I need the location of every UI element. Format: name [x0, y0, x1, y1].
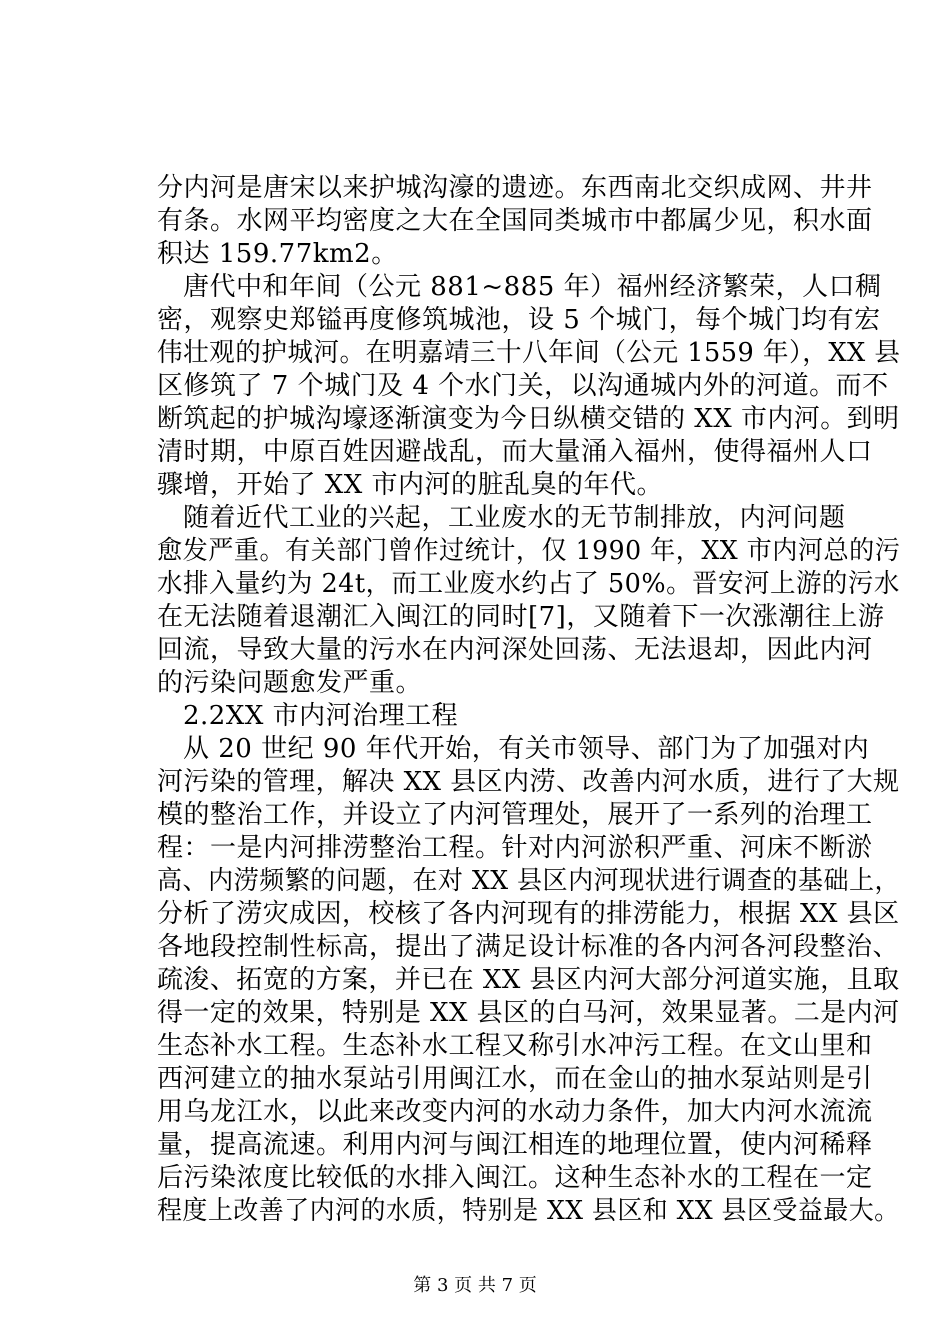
paragraph-4-line-2: 河污染的管理，解决 XX 县区内涝、改善内河水质，进行了大规 — [157, 767, 900, 797]
paragraph-3-line-3: 水排入量约为 24t，而工业废水约占了 50%。晋安河上游的污水 — [157, 569, 900, 599]
paragraph-2-line-6: 清时期，中原百姓因避战乱，而大量涌入福州，使得福州人口 — [157, 437, 873, 467]
paragraph-2-line-4: 区修筑了 7 个城门及 4 个水门关，以沟通城内外的河道。而不 — [157, 371, 889, 401]
page-number-footer: 第 3 页 共 7 页 — [413, 1275, 537, 1296]
paragraph-4-line-5: 高、内涝频繁的问题，在对 XX 县区内河现状进行调查的基础上， — [157, 866, 901, 896]
paragraph-4-line-12: 用乌龙江水，以此来改变内河的水动力条件，加大内河水流流 — [157, 1097, 873, 1127]
paragraph-3-line-2: 愈发严重。有关部门曾作过统计，仅 1990 年，XX 市内河总的污 — [157, 536, 901, 566]
paragraph-3-line-1: 随着近代工业的兴起，工业废水的无节制排放，内河问题 — [183, 503, 846, 533]
paragraph-4-line-6: 分析了涝灾成因，校核了各内河现有的排涝能力，根据 XX 县区 — [157, 899, 900, 929]
paragraph-4-line-9: 得一定的效果，特别是 XX 县区的白马河，效果显著。二是内河 — [157, 998, 900, 1028]
paragraph-4-line-1: 从 20 世纪 90 年代开始，有关市领导、部门为了加强对内 — [183, 734, 870, 764]
paragraph-4-line-13: 量，提高流速。利用内河与闽江相连的地理位置，使内河稀释 — [157, 1130, 873, 1160]
paragraph-2-line-5: 断筑起的护城沟壕逐渐演变为今日纵横交错的 XX 市内河。到明 — [157, 404, 900, 434]
paragraph-1-line-1: 分内河是唐宋以来护城沟濠的遗迹。东西南北交织成网、井井 — [157, 173, 873, 203]
section-heading: 2.2XX 市内河治理工程 — [183, 701, 459, 731]
paragraph-1-line-3: 积达 159.77km2。 — [157, 239, 398, 269]
paragraph-4-line-8: 疏浚、拓宽的方案，并已在 XX 县区内河大部分河道实施，且取 — [157, 965, 900, 995]
paragraph-3-line-4: 在无法随着退潮汇入闽江的同时[7]，又随着下一次涨潮往上游 — [157, 602, 885, 632]
paragraph-4-line-15: 程度上改善了内河的水质，特别是 XX 县区和 XX 县区受益最大。 — [157, 1196, 900, 1226]
paragraph-4-line-7: 各地段控制性标高，提出了满足设计标准的各内河各河段整治、 — [157, 932, 900, 962]
paragraph-4-line-11: 西河建立的抽水泵站引用闽江水，而在金山的抽水泵站则是引 — [157, 1064, 873, 1094]
paragraph-2-line-1: 唐代中和年间（公元 881~885 年）福州经济繁荣，人口稠 — [183, 272, 882, 302]
paragraph-2-line-7: 骤增，开始了 XX 市内河的脏乱臭的年代。 — [157, 470, 664, 500]
paragraph-4-line-14: 后污染浓度比较低的水排入闽江。这种生态补水的工程在一定 — [157, 1163, 873, 1193]
paragraph-4-line-10: 生态补水工程。生态补水工程又称引水冲污工程。在文山里和 — [157, 1031, 873, 1061]
paragraph-1-line-2: 有条。水网平均密度之大在全国同类城市中都属少见，积水面 — [157, 206, 873, 236]
paragraph-3-line-5: 回流，导致大量的污水在内河深处回荡、无法退却，因此内河 — [157, 635, 873, 665]
paragraph-3-line-6: 的污染问题愈发严重。 — [157, 668, 423, 698]
paragraph-2-line-2: 密，观察史郑镒再度修筑城池，设 5 个城门，每个城门均有宏 — [157, 305, 881, 335]
paragraph-4-line-4: 程：一是内河排涝整治工程。针对内河淤积严重、河床不断淤 — [157, 833, 873, 863]
paragraph-2-line-3: 伟壮观的护城河。在明嘉靖三十八年间（公元 1559 年），XX 县 — [157, 338, 901, 368]
paragraph-4-line-3: 模的整治工作，并设立了内河管理处，展开了一系列的治理工 — [157, 800, 873, 830]
